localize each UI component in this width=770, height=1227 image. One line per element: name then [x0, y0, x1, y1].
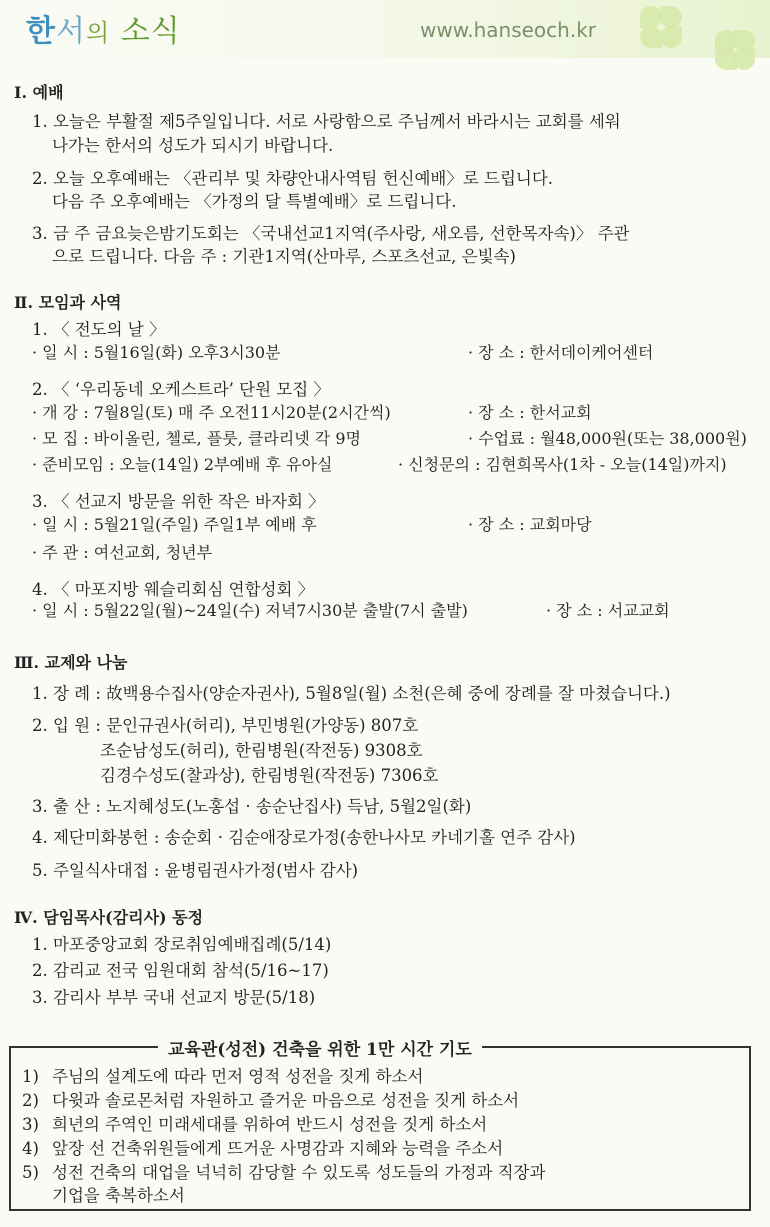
fellowship-meal: 5. 주일식사대접 : 윤병림권사가정(범사 감사)	[32, 861, 359, 880]
meeting-2-start: · 개 강 : 7월8일(토) 매 주 오전11시20분(2시간씩)	[32, 403, 391, 422]
prayer-text: 주님의 설계도에 따라 먼저 영적 성전을 짓게 하소서	[52, 1067, 424, 1086]
section-title-worship: Ⅰ. 예배	[14, 83, 64, 102]
fellowship-hospital-2: 조순남성도(허리), 한림병원(작전동) 9308호	[100, 741, 423, 760]
prayer-num: 2)	[22, 1091, 39, 1110]
fellowship-flowers: 4. 제단미화봉헌 : 송순회 · 김순애장로가정(송한나사모 카네기홀 연주 감사)	[32, 828, 576, 847]
prayer-text: 성전 건축의 대업을 넉넉히 감당할 수 있도록 성도들의 가정과 직장과	[52, 1163, 546, 1182]
meeting-2-prep: · 준비모임 : 오늘(14일) 2부예배 후 유아실	[32, 455, 333, 474]
worship-item-2-cont: 다음 주 오후예배는 〈가정의 달 특별예배〉로 드립니다.	[52, 192, 457, 211]
fellowship-funeral: 1. 장 례 : 故백용수집사(양순자권사), 5월8일(월) 소천(은혜 중에 장례를 잘 마쳤습니다.)	[32, 684, 671, 703]
clover-icon	[640, 6, 700, 66]
meeting-4-place: · 장 소 : 서교교회	[546, 601, 670, 620]
brand-char-3: 의	[85, 19, 111, 47]
prayer-text: 희년의 주역인 미래세대를 위하여 반드시 성전을 짓게 하소서	[52, 1115, 488, 1134]
prayer-item	[22, 1087, 519, 1111]
fellowship-hospital-3: 김경수성도(찰과상), 한림병원(작전동) 7306호	[100, 766, 439, 785]
header-banner	[0, 0, 770, 58]
meeting-3-place: · 장 소 : 교회마당	[468, 515, 592, 534]
prayer-num: 4)	[22, 1139, 39, 1158]
meeting-2-inquiry: · 신청문의 : 김현희목사(1차 - 오늘(14일)까지)	[398, 455, 727, 474]
prayer-item	[22, 1063, 423, 1087]
worship-item-2: 2. 오늘 오후예배는 〈관리부 및 차량안내사역팀 헌신예배〉로 드립니다.	[32, 169, 554, 188]
meeting-item-4: 4. 〈 마포지방 웨슬리회심 연합성회 〉	[32, 580, 315, 599]
prayer-num: 5)	[22, 1163, 39, 1182]
section-title-pastor: Ⅳ. 담임목사(감리사) 동정	[14, 908, 204, 927]
site-url[interactable]: www.hanseoch.kr	[420, 18, 596, 42]
worship-item-3: 3. 금 주 금요늦은밤기도회는 〈국내선교1지역(주사랑, 새오름, 선한목자속)〉 주관	[32, 224, 630, 243]
brand-char-2: 서	[55, 14, 86, 49]
meeting-2-fee: · 수업료 : 월48,000원(또는 38,000원)	[468, 429, 747, 448]
section-title-meetings: Ⅱ. 모임과 사역	[14, 293, 122, 312]
prayer-text: 다윗과 솔로몬처럼 자원하고 즐거운 마음으로 성전을 짓게 하소서	[52, 1091, 520, 1110]
meeting-3-date: · 일 시 : 5월21일(주일) 주일1부 예배 후	[32, 515, 317, 534]
meeting-2-place: · 장 소 : 한서교회	[468, 403, 592, 422]
meeting-2-recruit: · 모 집 : 바이올린, 첼로, 플룻, 클라리넷 각 9명	[32, 429, 361, 448]
meeting-item-3: 3. 〈 선교지 방문을 위한 작은 바자회 〉	[32, 492, 325, 511]
pastor-item-1: 1. 마포중앙교회 장로취임예배집례(5/14)	[32, 935, 332, 954]
brand-title	[26, 6, 181, 50]
brand-char-4: 소식	[120, 14, 181, 49]
prayer-num: 1)	[22, 1067, 39, 1086]
pastor-item-2: 2. 감리교 전국 임원대회 참석(5/16~17)	[32, 961, 329, 980]
meeting-1-place: · 장 소 : 한서데이케어센터	[468, 343, 654, 362]
worship-item-1: 1. 오늘은 부활절 제5주일입니다. 서로 사랑함으로 주님께서 바라시는 교회를 세워	[32, 112, 621, 131]
prayer-item-5-cont: 기업을 축복하소서	[52, 1186, 185, 1205]
meeting-1-date: · 일 시 : 5월16일(화) 오후3시30분	[32, 343, 281, 362]
meeting-4-date: · 일 시 : 5월22일(월)~24일(수) 저녁7시30분 출발(7시 출발)	[32, 601, 468, 620]
fellowship-hospital-1: 2. 입 원 : 문인규권사(허리), 부민병원(가양동) 807호	[32, 716, 419, 735]
pastor-item-3: 3. 감리사 부부 국내 선교지 방문(5/18)	[32, 988, 316, 1007]
prayer-item	[22, 1111, 487, 1135]
prayer-title: 교육관(성전) 건축을 위한 1만 시간 기도	[158, 1035, 482, 1060]
meeting-3-host: · 주 관 : 여선교회, 청년부	[32, 543, 213, 562]
prayer-text: 앞장 선 건축위원들에게 뜨거운 사명감과 지혜와 능력을 주소서	[52, 1139, 504, 1158]
worship-item-1-cont: 나가는 한서의 성도가 되시기 바랍니다.	[52, 136, 334, 155]
fellowship-birth: 3. 출 산 : 노지혜성도(노홍섭 · 송순난집사) 득남, 5월2일(화)	[32, 797, 472, 816]
meeting-item-2: 2. 〈 ‘우리동네 오케스트라’ 단원 모집 〉	[32, 380, 330, 399]
meeting-item-1: 1. 〈 전도의 날 〉	[32, 320, 166, 339]
brand-char-1: 한	[26, 14, 56, 49]
prayer-item	[22, 1135, 503, 1159]
prayer-num: 3)	[22, 1115, 39, 1134]
section-title-fellowship: Ⅲ. 교제와 나눔	[14, 653, 128, 672]
worship-item-3-cont: 으로 드립니다. 다음 주 : 기관1지역(산마루, 스포츠선교, 은빛속)	[52, 247, 516, 266]
clover-icon	[715, 30, 765, 80]
prayer-item	[22, 1159, 546, 1183]
